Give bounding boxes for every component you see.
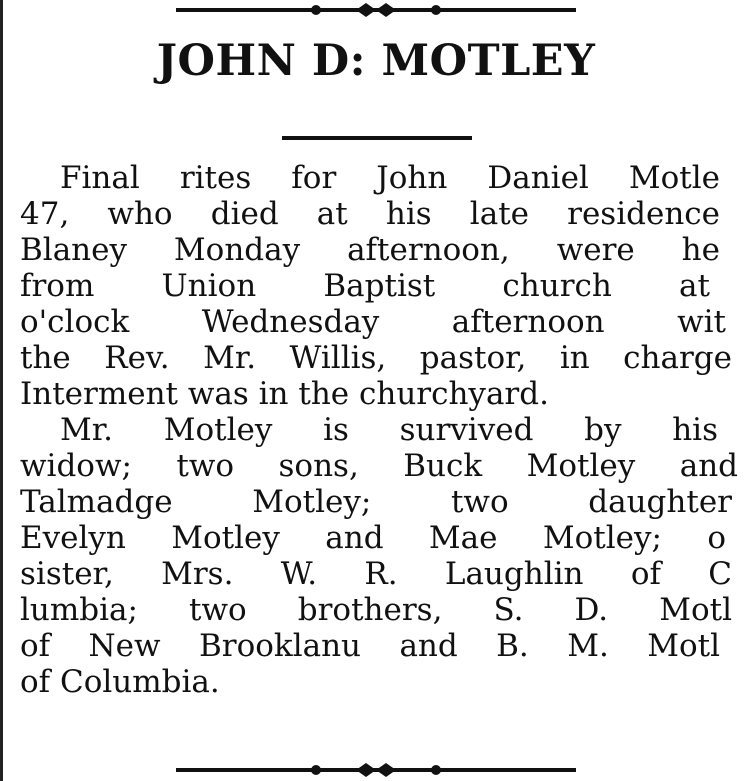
text-line: sister, Mrs. W. R. Laughlin of C bbox=[20, 556, 732, 592]
text-line: Mr. Motley is survived by his bbox=[60, 412, 718, 448]
text-line: of New Brooklanu and B. M. Motl bbox=[20, 628, 720, 664]
text-line: of Columbia. bbox=[20, 664, 220, 700]
text-line: lumbia; two brothers, S. D. Motl bbox=[20, 592, 732, 628]
bottom-ornament-rule bbox=[176, 760, 576, 780]
text-line: from Union Baptist church at bbox=[20, 268, 710, 304]
text-line: Blaney Monday afternoon, were he bbox=[20, 232, 720, 268]
text-line: 47, who died at his late residence bbox=[20, 196, 720, 232]
top-ornament-rule bbox=[176, 0, 576, 20]
headline-divider bbox=[282, 136, 472, 140]
text-line: Final rites for John Daniel Motle bbox=[60, 160, 720, 196]
headline: JOHN D: MOTLEY bbox=[156, 36, 596, 86]
text-line: Evelyn Motley and Mae Motley; o bbox=[20, 520, 726, 556]
text-line: the Rev. Mr. Willis, pastor, in charge bbox=[20, 340, 732, 376]
column-border bbox=[0, 0, 3, 781]
text-line: widow; two sons, Buck Motley and bbox=[20, 448, 738, 484]
text-line: Talmadge Motley; two daughter bbox=[20, 484, 732, 520]
text-line: Interment was in the churchyard. bbox=[20, 376, 549, 412]
text-line: o'clock Wednesday afternoon wit bbox=[20, 304, 726, 340]
